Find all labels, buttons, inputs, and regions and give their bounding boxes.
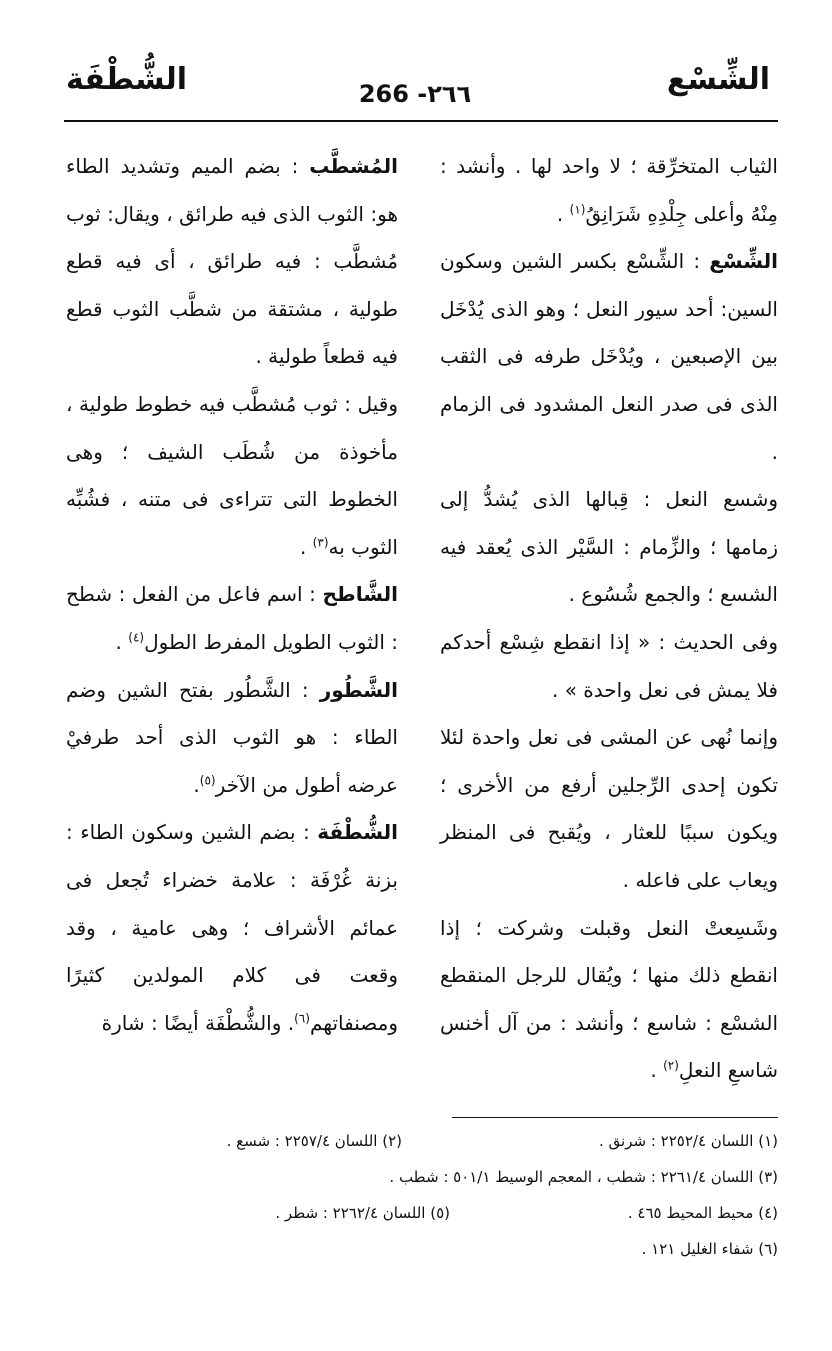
left-column [66,143,398,1047]
header-rule [64,120,778,122]
entry-paragraph: الثياب المتخرِّقة ؛ لا واحد لها . وأنشد : مِنْهُ وأعلى جِلْدِهِ شَرَانِقُ$^{(١)}$ . [440,154,778,226]
entry-mushattab: المُشطَّب : بضم الميم وتشديد الطاء هو: الثوب الذى فيه طرائق ، ويقال: ثوب مُشطَّب : فيه طرائق ، أى فيه قطع طولية ، مشتقة من شطَّب الثوب قطع فيه قطعاً طولية . [66,154,398,369]
footnote-6: (٦) شفاء الغليل ١٢١ . [641,1240,778,1258]
footnote-rule [452,1117,778,1118]
right-column [440,143,778,1095]
hadith-quote: وفى الحديث : « إذا انقطع شِسْع أحدكم فلا يمش فى نعل واحدة » . [440,629,778,702]
entry-paragraph: وقيل : ثوب مُشطَّب فيه خطوط طولية ، مأخوذة من شُطَب الشيف ؛ وهى الخطوط التى تتراءى فى متنه ، فشُبِّه الثوب به$^{(٣)}$ . [66,391,398,559]
footnote-2: (٢) اللسان ٢٢٥٧/٤ : شسع . [226,1132,402,1150]
entry-paragraph: وشسع النعل : قِبالها الذى يُشدُّ إلى زمامها ؛ والزِّمام : السَّيْر الذى يُعقد فيه الشسع ؛ والجمع شُسُوع . [440,487,778,607]
entry-shatih: الشَّاطح : اسم فاعل من الفعل : شطح : الثوب الطويل المفرط الطول$^{(٤)}$ . [66,582,398,654]
entry-paragraph: وإنما نُهى عن المشى فى نعل واحدة لئلا تكون إحدى الرِّجلين أرفع من الأخرى ؛ ويكون سببًا للعثار ، ويُقبح فى المنظر ويعاب على فاعله . [440,725,778,892]
headword: الشِّسْع [709,249,778,274]
header-right-headword: الشِّسْع [666,62,770,97]
page-number: 266 -٢٦٦ [358,80,472,108]
entry-paragraph: وشَسِعتْ النعل وقبلت وشركت ؛ إذا انقطع ذلك منها ؛ ويُقال للرجل المنقطع الشسْع : شاسع ؛ وأنشد : من آل أخنس شاسعِ النعلِ$^{(٢)}$ . [440,915,778,1083]
footnote-1: (١) اللسان ٢٢٥٢/٤ : شرنق . [599,1132,778,1150]
header-left-headword: الشُّطْفَة [66,62,188,97]
entry-shatur: الشَّطُور : الشَّطُور بفتح الشين وضم الطاء : هو الثوب الذى أحد طرفيْ عرضه أطول من الآخر$^{(٥)}$. [66,677,398,797]
headword: الشُّطْفَة [317,820,398,845]
headword: الشَّاطح [322,582,398,607]
footnote-4: (٤) محيط المحيط ٤٦٥ . [627,1204,778,1222]
headword: المُشطَّب [309,154,398,178]
entry-shutfa: الشُّطْفَة : بضم الشين وسكون الطاء : بزنة غُرْفَة : علامة خضراء تُجعل فى عمائم الأشراف ؛ وهى عامية ، وقد وقعت فى كلام المولدين كثيرًا ومصنفاتهم$^{(٦)}$. والشُّطْفَة أيضًا : شارة [66,820,398,1035]
footnote-3: (٣) اللسان ٢٢٦١/٤ : شطب ، المعجم الوسيط ٥٠١/١ : شطب . [389,1168,778,1186]
headword: الشَّطُور [319,677,398,702]
entry-shis: الشِّسْع : الشِّسْع بكسر الشين وسكون السين: أحد سيور النعل ؛ وهو الذى يُدْخَل بين الإصبعين ، ويُدْخَل طرفه فى الثقب الذى فى صدر النعل المشدود فى الزمام . [440,249,778,464]
footnote-5: (٥) اللسان ٢٢٦٢/٤ : شطر . [275,1204,450,1222]
